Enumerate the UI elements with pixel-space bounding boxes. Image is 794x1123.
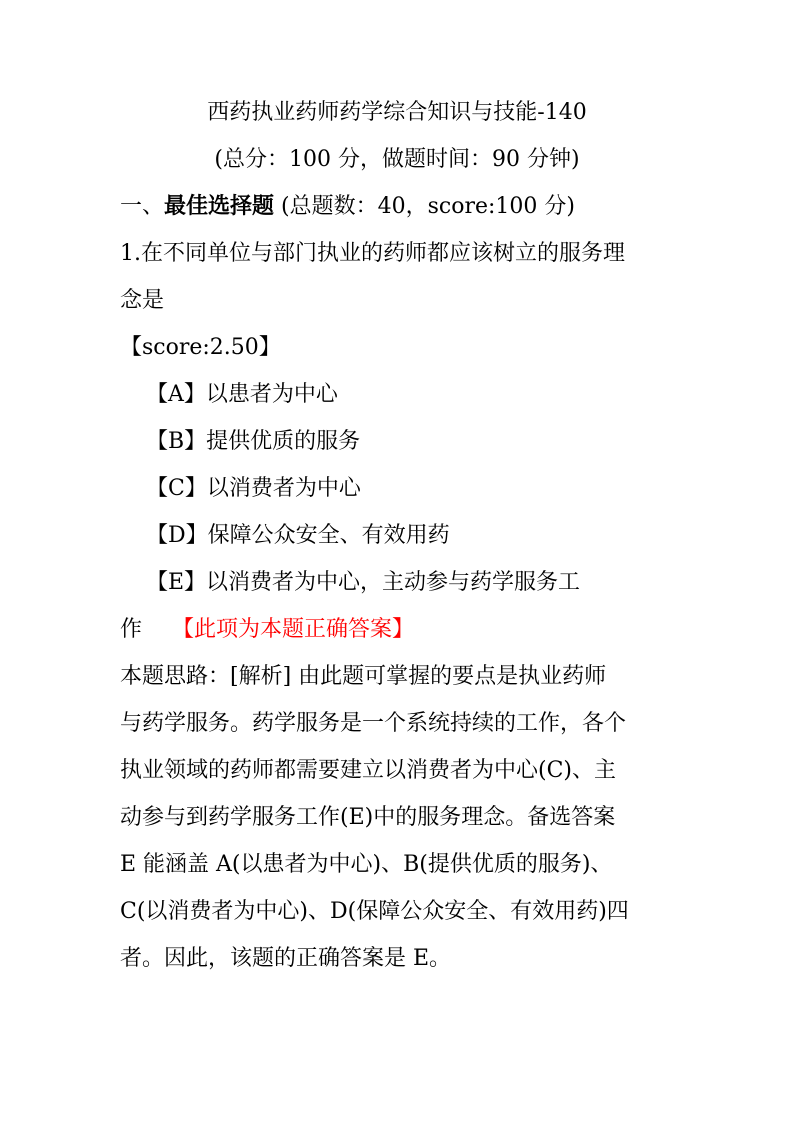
explanation-line: C(以消费者为中心)、D(保障公众安全、有效用药)四 — [120, 899, 629, 924]
option-c: 【C】以消费者为中心 — [146, 476, 361, 501]
explanation-line: 者。因此，该题的正确答案是 E。 — [120, 946, 452, 971]
question-stem-line-1: 1.在不同单位与部门执业的药师都应该树立的服务理 — [120, 241, 625, 266]
option-e-continuation — [120, 615, 414, 645]
section-info: (总题数：40，score:100 分) — [281, 194, 575, 219]
page-title: 西药执业药师药学综合知识与技能-140 — [207, 100, 587, 125]
option-b: 【B】提供优质的服务 — [146, 429, 361, 454]
question-stem-line-2: 念是 — [120, 288, 165, 313]
correct-answer-mark: 【此项为本题正确答案】 — [172, 617, 415, 642]
explanation-line: 动参与到药学服务工作(E)中的服务理念。备选答案 — [120, 805, 616, 830]
explanation-line: 执业领域的药师都需要建立以消费者为中心(C)、主 — [120, 758, 617, 783]
option-e: 【E】以消费者为中心，主动参与药学服务工 — [146, 570, 581, 595]
section-name: 最佳选择题 — [164, 194, 275, 219]
option-e-tail: 作 — [120, 617, 143, 642]
option-a: 【A】以患者为中心 — [146, 382, 338, 407]
option-d: 【D】保障公众安全、有效用药 — [146, 523, 450, 548]
explanation-line: 与药学服务。药学服务是一个系统持续的工作，各个 — [120, 711, 627, 736]
section-header — [120, 192, 575, 222]
explanation-line: 本题思路：[解析] 由此题可掌握的要点是执业药师 — [120, 664, 607, 689]
exam-info: (总分：100 分，做题时间：90 分钟) — [214, 147, 580, 172]
question-score: 【score:2.50】 — [120, 335, 281, 360]
explanation-line: E 能涵盖 A(以患者为中心)、B(提供优质的服务)、 — [120, 852, 613, 877]
section-prefix: 一、 — [120, 194, 165, 219]
